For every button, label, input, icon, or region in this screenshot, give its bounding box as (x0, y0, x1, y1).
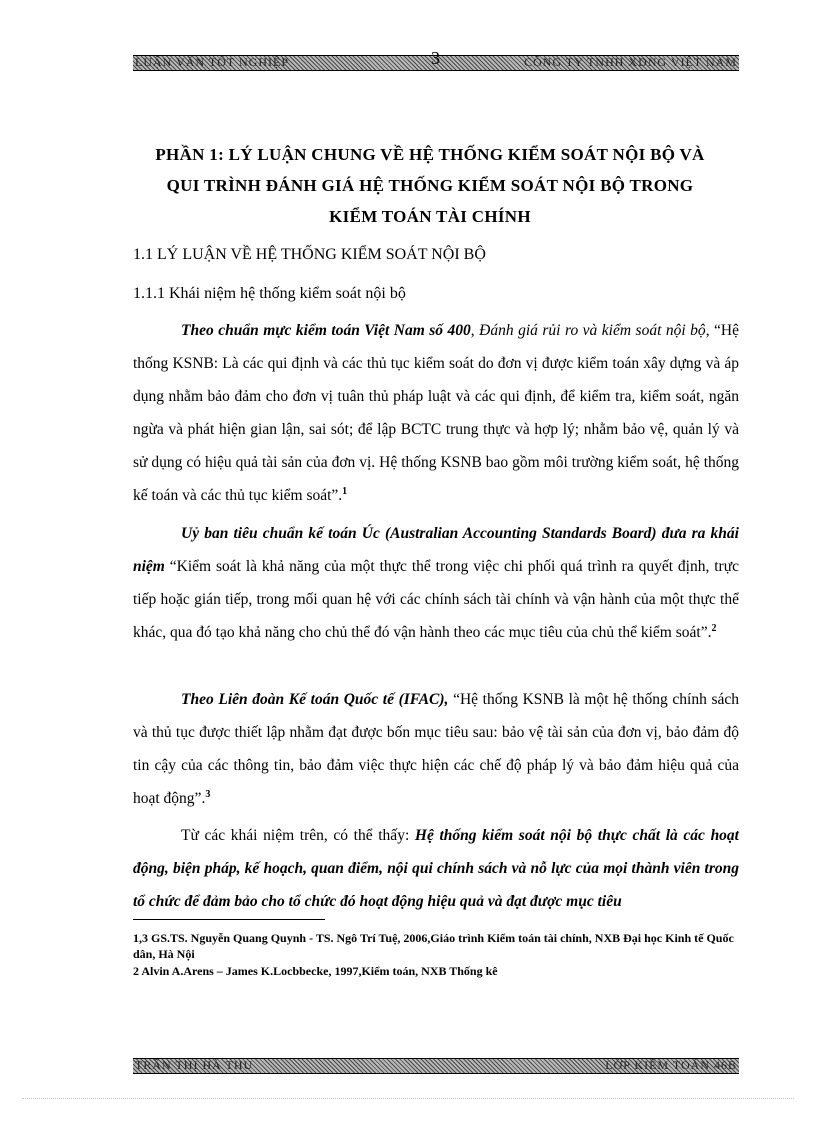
header-left-text: LUẬN VĂN TỐT NGHIỆP (135, 55, 289, 69)
p2-footnote-ref: 2 (711, 622, 717, 634)
chapter-title-line-3: KIỂM TOÁN TÀI CHÍNH (329, 207, 531, 226)
footer-left-text: TRẦN THỊ HÀ THU (135, 1058, 254, 1072)
paragraph-2 (133, 517, 739, 649)
paragraph-1: Theo chuẩn mực kiểm toán Việt Nam số 400, Đánh giá rủi ro và kiểm soát nội bộ, “Hệ thống KSNB: Là các qui định và các thủ tục kiểm soát do đơn vị được kiểm toán xây dựng và áp dụng nhằm bảo đảm cho đơn vị tuân thủ pháp luật và các qui định, để kiểm tra, kiểm soát, ngăn ngừa và phát hiện gian lận, sai sót; để lập BCTC trung thực và hợp lý; nhằm bảo vệ, quản lý và sử dụng có hiệu quả tài sản của đơn vị. Hệ thống KSNB bao gồm môi trường kiểm soát, hệ thống kế toán và các thủ tục kiểm soát”.$^1$ (133, 322, 740, 504)
p3-lead: Theo Liên đoàn Kế toán Quốc tế (IFAC), (181, 691, 449, 708)
running-footer (133, 1058, 739, 1074)
chapter-title-line-1: PHẦN 1: LÝ LUẬN CHUNG VỀ HỆ THỐNG KIỂM SOÁT NỘI BỘ VÀ (155, 145, 705, 164)
page-bottom-border (22, 1098, 794, 1099)
p2-lead: Uỷ ban tiêu chuẩn kế toán Úc (Australian Accounting Standards Board) đưa ra khái niệm (133, 525, 739, 575)
p1-italic: Đánh giá rủi ro và kiểm soát nội bộ (479, 322, 706, 339)
p1-body: , “Hệ thống KSNB: Là các qui định và các thủ tục kiểm soát do đơn vị được kiểm toán xây dựng và áp dụng nhằm bảo đảm cho đơn vị tuân thủ pháp luật và các qui định, để kiểm tra, kiểm soát, ngăn ngừa và phát hiện gian lận, sai sót; để lập BCTC trung thực và hợp lý; nhằm bảo vệ, quản lý và sử dụng có hiệu quả tài sản của đơn vị. Hệ thống KSNB bao gồm môi trường kiểm soát, hệ thống kế toán và các thủ tục kiểm soát”. (133, 322, 740, 504)
p2-body: “Kiểm soát là khả năng của một thực thể trong việc chi phối quá trình ra quyết định, trực tiếp hoặc gián tiếp, trong mối quan hệ với các chính sách tài chính và vận hành của một thực thể khác, qua đó tạo khả năng cho chủ thể đó vận hành theo các mục tiêu của chủ thể kiểm soát”. (133, 558, 739, 641)
footnote-2: 2 Alvin A.Arens – James K.Locbbecke, 1997,Kiểm toán, NXB Thống kê (133, 964, 498, 978)
p4-intro: Từ các khái niệm trên, có thể thấy: (181, 827, 415, 844)
p1-lead: Theo chuẩn mực kiểm toán Việt Nam số 400 (181, 322, 471, 339)
p4-emphasis: Hệ thống kiểm soát nội bộ thực chất là các hoạt động, biện pháp, kế hoạch, quan điểm, nội qui chính sách và nỗ lực của mọi thành viên trong tổ chức để đảm bảo cho tổ chức đó hoạt động hiệu quả và đạt được mục tiêu (133, 827, 739, 910)
section-heading: 1.1 LÝ LUẬN VỀ HỆ THỐNG KIỂM SOÁT NỘI BỘ (133, 246, 486, 263)
footnote-separator (133, 919, 325, 920)
p1-footnote-ref: 1 (342, 485, 348, 497)
footer-right-text: LỚP KIỂM TOÁN 46B (605, 1058, 737, 1072)
p3-footnote-ref: 3 (205, 788, 211, 800)
footnote-1: 1,3 GS.TS. Nguyễn Quang Quynh - TS. Ngô Trí Tuệ, 2006,Giáo trình Kiểm toán tài chính, NXB Đại học Kinh tế Quốc dân, Hà Nội (133, 931, 734, 961)
paragraph-4 (133, 819, 739, 918)
chapter-title-line-2: QUI TRÌNH ĐÁNH GIÁ HỆ THỐNG KIỂM SOÁT NỘI BỘ TRONG (166, 176, 694, 195)
p3-body: “Hệ thống KSNB là một hệ thống chính sách và thủ tục được thiết lập nhằm đạt được bốn mục tiêu sau: bảo vệ tài sản của đơn vị, bảo đảm độ tin cậy của các thông tin, bảo đảm việc thực hiện các chế độ pháp lý và bảo đảm hiệu quả của hoạt động”. (133, 691, 739, 807)
header-right-text: CÔNG TY TNHH XDNG VIỆT NAM (523, 55, 737, 69)
page-number: 3 (431, 48, 440, 68)
subsection-heading: 1.1.1 Khái niệm hệ thống kiểm soát nội bộ (133, 285, 406, 302)
paragraph-3 (133, 683, 739, 815)
